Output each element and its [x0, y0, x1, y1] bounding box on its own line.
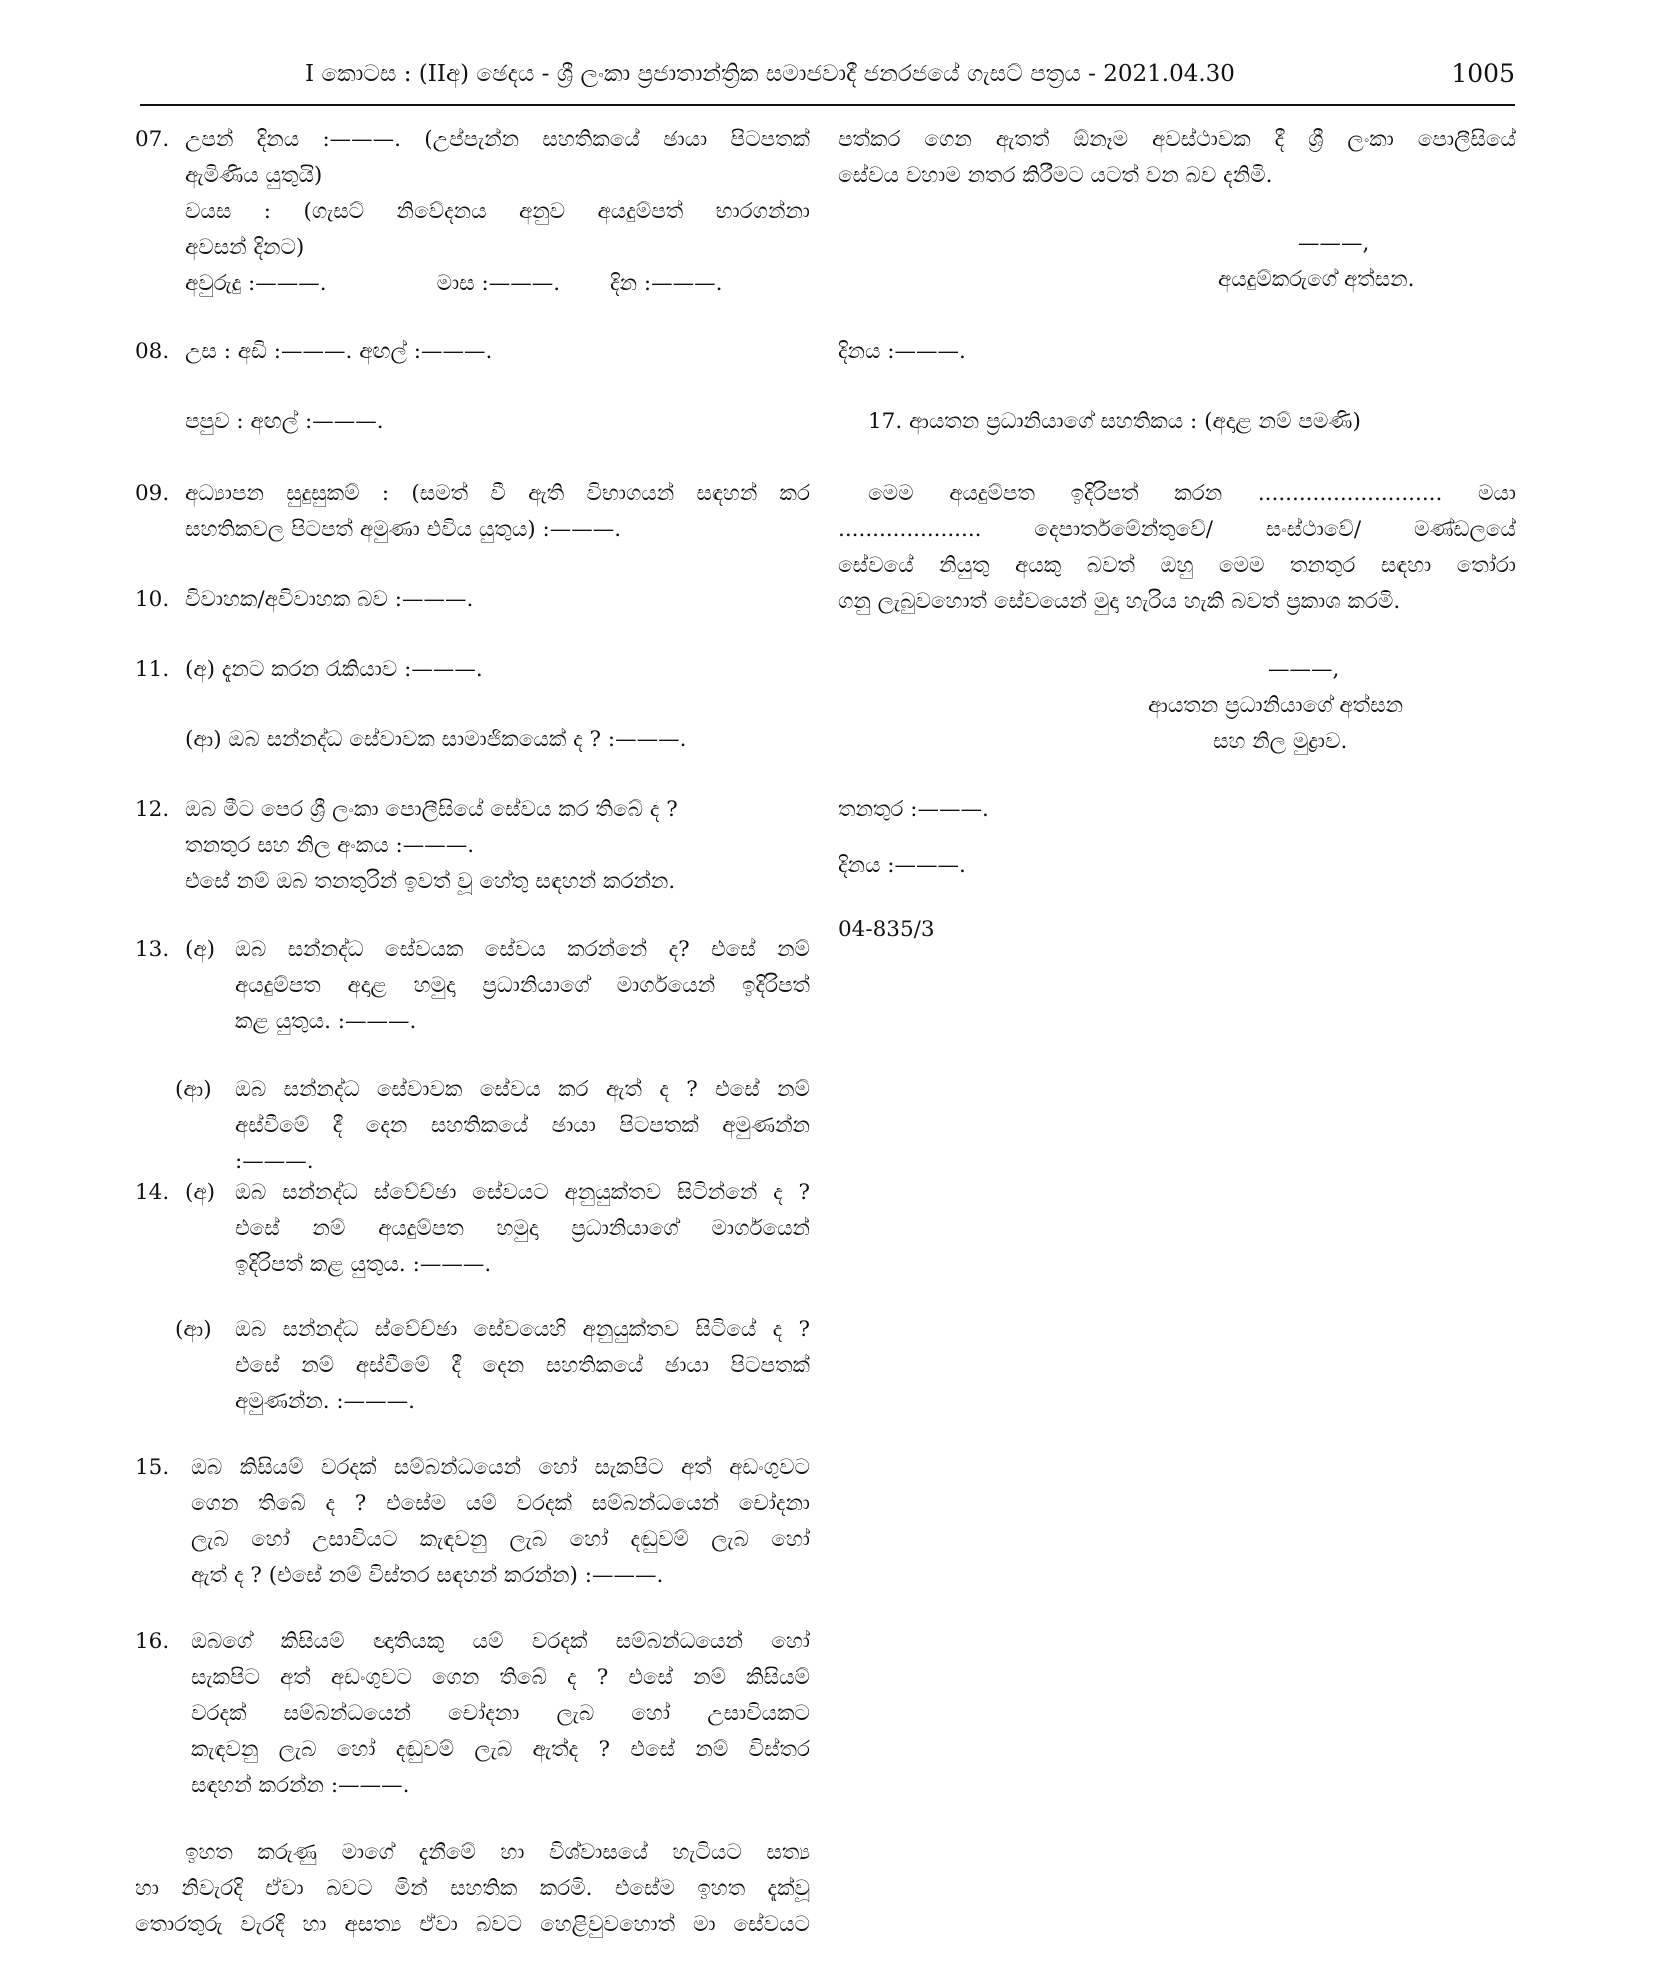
date-field: දිනය :———.	[838, 853, 966, 878]
age-fields	[185, 266, 810, 302]
item-number: 14.	[135, 1180, 170, 1205]
signature-label: ආයතන ප්‍රධානියාගේ අත්සන	[1148, 693, 1404, 718]
head-of-institution-certificate-title: 17. ආයතන ප්‍රධානියාගේ සහතිකය : (අදාළ නම් පමණි)	[868, 409, 1361, 434]
q15-line-3: ලැබ හෝ උසාවියට කැඳවනු ලැබ හෝ දඬුවම් ලැබ හෝ	[191, 1527, 810, 1552]
reason-left-line: එසේ නම් ඔබ තනතුරින් ඉවත් වූ හේතු සඳහන් කරන්න.	[185, 869, 676, 894]
continued-line-2: සේවය වහාම නතර කිරීමට යටත් වන බව දනිමි.	[838, 163, 1273, 188]
q13b-line-3: :———.	[235, 1149, 314, 1174]
date-1	[838, 334, 1516, 370]
q16-line-4: කැඳවනු ලැබ හෝ දඬුවම් ලැබ ඇත්ද ? එසේ නම් විස්තර	[191, 1737, 810, 1762]
q13b-line-1: ඔබ සන්නද්ධ සේවාවක සේවය කර ඇත් ද ? එසේ නම්	[235, 1077, 810, 1102]
reference-number	[838, 912, 1516, 948]
q16-line-1: ඔබගේ කිසියම් ඥාතියකු යම් වරදක් සම්බන්ධයෙන් හෝ	[191, 1629, 810, 1654]
age-days: දින :———.	[610, 271, 723, 296]
date-2	[838, 848, 1516, 884]
item-number: 08.	[135, 339, 170, 364]
item-number: 11.	[135, 657, 170, 682]
q14b-line-2: එසේ නම් අස්වීමේ දී දෙන සහතිකයේ ඡායා පිටපතක්	[235, 1353, 810, 1378]
item-number: 16.	[135, 1629, 170, 1654]
education-line: අධ්‍යාපන සුදුසුකම් : (සමත් වී ඇති විභාගයන් සඳහන් කර	[185, 481, 810, 506]
q14a-line-1: ඔබ සන්නද්ධ ස්වේච්ඡා සේවයට අනුයුක්තව සිටින්නේ ද ?	[235, 1180, 810, 1205]
age-months: මාස :———.	[436, 271, 561, 296]
declaration-line-2: හා නිවැරදි ඒවා බවට මින් සහතික කරමි. එසේම ඉහත දැක්වූ	[135, 1876, 810, 1901]
item-number: 12.	[135, 797, 170, 822]
birth-date-note: ඇමිණිය යුතුයි)	[185, 163, 323, 188]
age-note: අවසන් දිනට)	[185, 235, 305, 260]
q13b-line-2: අස්වීමේ දී දෙන සහතිකයේ ඡායා පිටපතක් අමුණන්න	[235, 1113, 810, 1138]
item-number: 10.	[135, 587, 170, 612]
page-number: 1005	[1451, 59, 1515, 88]
item-number: 13.	[135, 937, 170, 962]
q13a-line-3: කළ යුතුය. :———.	[235, 1009, 417, 1034]
q13a-line-2: අයදුම්පත අදාළ හමුදා ප්‍රධානියාගේ මාර්ගයෙන් ඉදිරිපත්	[235, 973, 810, 998]
signature-line: ———,	[1268, 657, 1340, 682]
item-number: 15.	[135, 1455, 170, 1480]
declaration-line-1: ඉහත කරුණු මාගේ දැනීමේ හා විශ්වාසයේ හැටියට සත්‍ය	[185, 1840, 810, 1865]
sub-label-b: (ආ)	[175, 1077, 212, 1102]
signature-label: අයදුම්කරුගේ අත්සන.	[1218, 267, 1415, 292]
height-line: උස : අඩි :———. අඟල් :———.	[185, 339, 493, 364]
q14a-line-3: ඉදිරිපත් කළ යුතුය. :———.	[235, 1252, 492, 1277]
marital-status-line: විවාහක/අවිවාහක බව :———.	[185, 587, 474, 612]
chest-line: පපුව : අඟල් :———.	[185, 409, 384, 434]
certificate-line-1: මෙම අයදුම්පත ඉදිරිපත් කරන ........................... මයා	[868, 481, 1516, 506]
q14b-line-1: ඔබ සන්නද්ධ ස්වේච්ඡා සේවයෙහි අනුයුක්තව සිටියේ ද ?	[235, 1317, 810, 1342]
birth-date-line: උපන් දිනය :———. (උප්පැන්න සහතිකයේ ඡායා පිටපතක්	[185, 127, 810, 152]
item-number: 07.	[135, 127, 170, 152]
q13a-line-1: ඔබ සන්නද්ධ සේවයක සේවය කරන්නේ ද? එසේ නම්	[235, 937, 810, 962]
certificate-line-3: සේවයේ නියුතු අයකු බවත් ඔහු මෙම තනතුර සඳහා තෝරා	[838, 553, 1516, 578]
continued-line-1: පත්කර ගෙන ඇතත් ඕනෑම අවස්ථාවක දී ශ්‍රී ලංකා පොලීසියේ	[838, 127, 1516, 152]
q15-line-2: ගෙන තිබේ ද ? එසේම යම් වරදක් සම්බන්ධයෙන් චෝදනා	[191, 1491, 810, 1516]
certificate-line-2: ..................... දෙපාර්තමේන්තුවේ/ සංස්ථාවේ/ මණ්ඩලයේ	[838, 517, 1516, 542]
q16-line-5: සඳහන් කරන්න :———.	[191, 1773, 410, 1798]
date-field: දිනය :———.	[838, 339, 966, 364]
position-field	[838, 792, 1516, 828]
rank-number-line: තනතුර සහ නිල අංකය :———.	[185, 833, 475, 858]
q14a-line-2: එසේ නම් අයදුම්පත හමුදා ප්‍රධානියාගේ මාර්ගයෙන්	[235, 1216, 810, 1241]
certificate-line-4: ගනු ලැබුවහොත් සේවයෙන් මුදා හැරිය හැකි බවත් ප්‍රකාශ කරමි.	[838, 589, 1401, 614]
age-line: වයස : (ගැසට් නිවේදනය අනුව අයදුම්පත් භාරගන්නා	[185, 199, 810, 224]
q16-line-2: සැකපිට අත් අඩංගුවට ගෙන තිබේ ද ? එසේ නම් කිසියම්	[191, 1665, 810, 1690]
item-number: 09.	[135, 481, 170, 506]
q15-line-1: ඔබ කිසියම් වරදක් සම්බන්ධයෙන් හෝ සැකපිට අත් අඩංගුවට	[191, 1455, 810, 1480]
seal-label: සහ නිල මුද්‍රාව.	[1213, 729, 1348, 754]
q15-line-4: ඇත් ද ? (එසේ නම් විස්තර සඳහන් කරන්න) :———.	[191, 1563, 664, 1588]
declaration-continued	[838, 122, 1516, 194]
declaration-line-3: තොරතුරු වැරදි හා අසත්‍ය ඒවා බවට හෙළිවුවහොත් මා සේවයට	[135, 1912, 810, 1937]
page-header	[140, 56, 1515, 96]
q16-line-3: වරදක් සම්බන්ධයෙන් චෝදනා ලැබ හෝ උසාවියකට	[191, 1701, 810, 1726]
gazette-reference: 04-835/3	[838, 917, 935, 942]
q14b-line-3: අමුණන්න. :———.	[235, 1389, 416, 1414]
applicant-signature	[838, 226, 1516, 298]
position-line: තනතුර :———.	[838, 797, 989, 822]
section-17-title	[838, 404, 1516, 440]
age-years: අවුරුදු :———.	[185, 271, 327, 296]
head-signature	[838, 652, 1516, 760]
current-job-line: (අ) දැනට කරන රැකියාව :———.	[185, 657, 483, 682]
sub-label-b: (ආ)	[175, 1317, 212, 1342]
section-17-body	[838, 476, 1516, 620]
education-note: සහතිකවල පිටපත් අමුණා එවිය යුතුය) :———.	[185, 517, 622, 542]
gazette-header-title: I කොටස : (IIඅ) ඡෙදය - ශ්‍රී ලංකා ප්‍රජාතාන්ත්‍රික සමාජවාදී ජනරජයේ ගැසට් පත්‍රය - 2021.04.30	[305, 61, 1235, 87]
signature-line: ———,	[1298, 231, 1370, 256]
sub-label-a: (අ)	[185, 1180, 216, 1205]
prior-police-service-line: ඔබ මීට පෙර ශ්‍රී ලංකා පොලීසියේ සේවය කර තිබේ ද ?	[185, 797, 678, 822]
header-rule	[140, 104, 1515, 106]
sub-label-a: (අ)	[185, 937, 216, 962]
armed-service-member-line: (ආ) ඔබ සන්නද්ධ සේවාවක සාමාජිකයෙක් ද ? :———.	[185, 727, 687, 752]
